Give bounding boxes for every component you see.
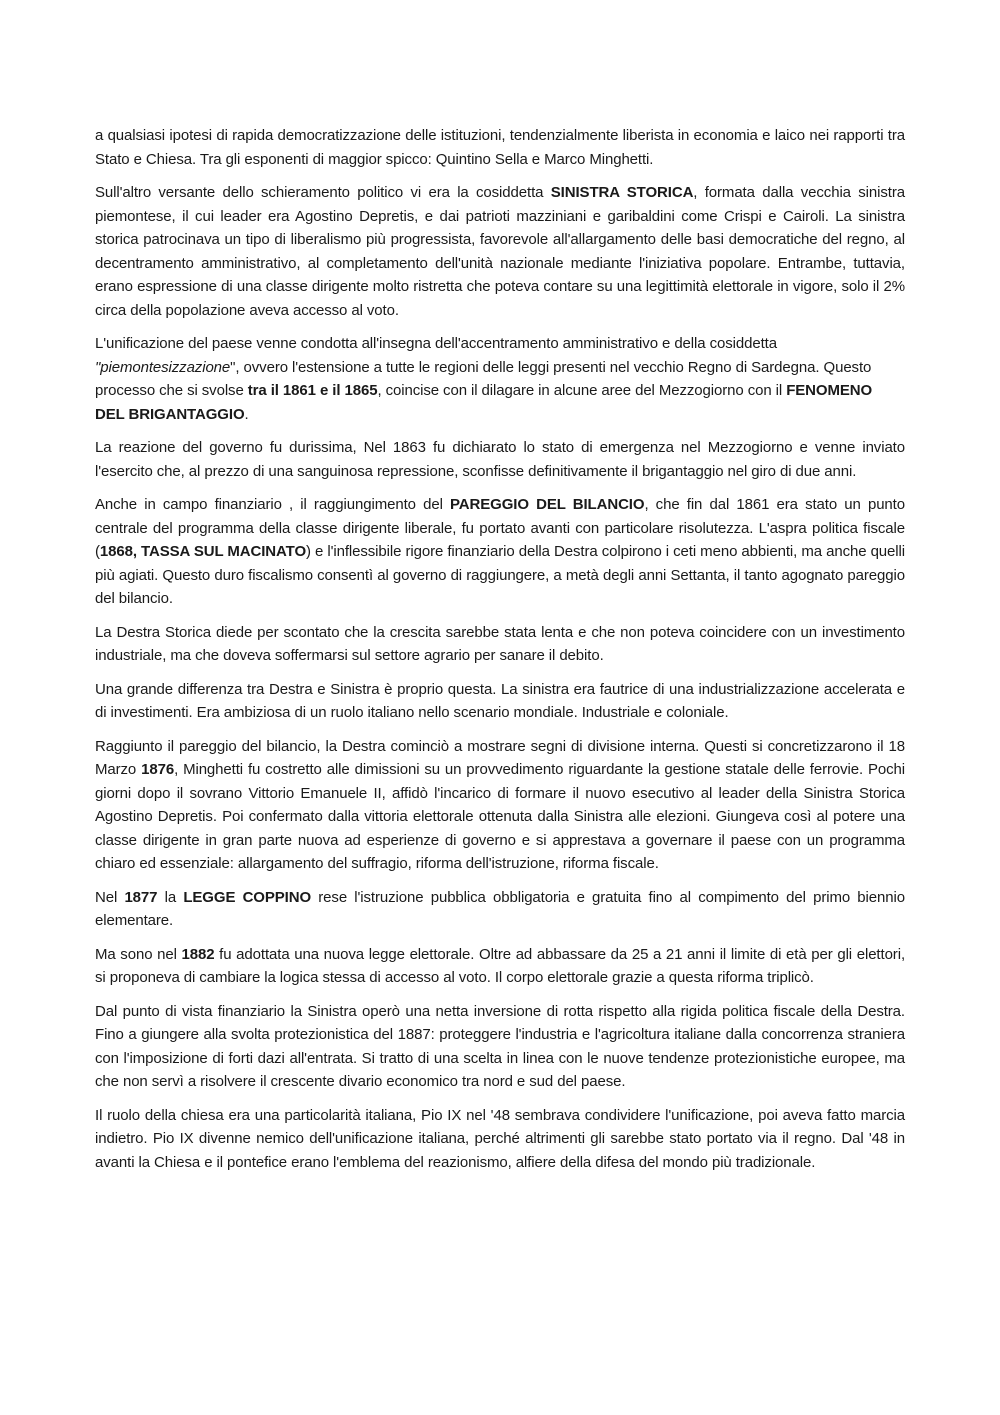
text-run: , coincise con il dilagare in alcune aree del Mezzogiorno con il [377,382,787,399]
paragraph [95,1000,905,1094]
bold-text: FENOMENO DEL BRIGANTAGGIO [95,382,873,423]
text-run: Dal punto di vista finanziario la Sinistra operò una netta inversione di rotta rispetto alla rigida politica fiscale della Destra. Fino a giungere alla svolta protezionistica del 1887: proteggere l'industria e l'agricoltura italiane dalla concorrenza straniera con l'imposizione di forti dazi all'entrata. Si tratto di una scelta in linea con le nuove tendenze protezionistiche europee, ma che non servì a risolvere il crescente divario economico tra nord e sud del paese. [95,1002,905,1090]
paragraph [95,124,905,171]
text-run: Sull'altro versante dello schieramento politico vi era la cosiddetta [95,184,551,201]
text-run: la [157,888,184,906]
text-run: rese l'istruzione pubblica obbligatoria e gratuita fino al compimento del primo biennio elementare. [95,888,905,929]
bold-text: 1882 [181,945,215,963]
paragraph [95,678,905,725]
text-run: Nel [95,888,125,906]
text-run: . [244,405,249,423]
document-page [95,124,905,1184]
text-run: Ma sono nel [95,945,182,963]
paragraph [95,1104,905,1175]
paragraph [95,943,905,990]
bold-text: tra il 1861 e il 1865 [247,382,378,399]
text-run: , Minghetti fu costretto alle dimissioni su un provvedimento riguardante la gestione statale delle ferrovie. Pochi giorni dopo il sovrano Vittorio Emanuele II, affidò l'incarico di formare il nuovo esecutivo al leader della Sinistra Storica Agostino Depretis. Poi confermato dalla vittoria elettorale ottenuta dalla Sinistra alle elezioni. Giungeva così al potere una classe dirigente in gran parte nuova ad esperienze di governo e si apprestava a governare il paese con un programma chiaro ed essenziale: allargamento del suffragio, riforma dell'istruzione, riforma fiscale. [95,761,905,872]
bold-text: PAREGGIO DEL BILANCIO [450,496,645,513]
bold-text: 1877 [124,888,158,906]
bold-text: LEGGE COPPINO [183,888,312,906]
paragraph [95,493,905,611]
text-run: L'unificazione del paese venne condotta all'insegna dell'accentramento amministrativo e della cosiddetta [95,335,777,352]
text-run: ) e l'inflessibile rigore finanziario della Destra colpirono i ceti meno abbienti, ma anche quelli più agiati. Questo duro fiscalismo consentì al governo di raggiungere, a metà degli anni Settanta, il tanto agognato pareggio del bilancio. [95,543,905,607]
text-run: Una grande differenza tra Destra e Sinistra è proprio questa. La sinistra era fautrice di una industrializzazione accelerata e di investimenti. Era ambiziosa di un ruolo italiano nello scenario mondiale. Industriale e coloniale. [95,680,905,721]
paragraph [95,886,905,933]
bold-text: SINISTRA STORICA [550,184,694,201]
paragraph [95,332,905,426]
paragraph [95,621,905,668]
text-run: La Destra Storica diede per scontato che la crescita sarebbe stata lenta e che non poteva coincidere con un investimento industriale, ma che doveva soffermarsi sul settore agrario per sanare il debito. [95,623,905,664]
bold-text: 1868, TASSA SUL MACINATO [99,543,307,560]
paragraph [95,181,905,322]
text-run: , che fin dal 1861 era stato un punto centrale del programma della classe dirigente liberale, fu portato avanti con particolare risolutezza. L'aspra politica fiscale ( [95,496,905,560]
paragraph [95,436,905,483]
paragraph [95,735,905,876]
bold-text: 1876 [141,761,175,778]
italic-text: "piemontesizzazione [95,358,231,376]
text-run: La reazione del governo fu durissima, Nel 1863 fu dichiarato lo stato di emergenza nel Mezzogiorno e venne inviato l'esercito che, al prezzo di una sanguinosa repressione, sconfisse definitivamente il brigantaggio nel giro di due anni. [95,439,905,480]
text-run: a qualsiasi ipotesi di rapida democratizzazione delle istituzioni, tendenzialmente liberista in economia e laico nei rapporti tra Stato e Chiesa. Tra gli esponenti di maggior spicco: Quintino Sella e Marco Minghetti. [95,127,905,168]
text-run: fu adottata una nuova legge elettorale. Oltre ad abbassare da 25 a 21 anni il limite di età per gli elettori, si proponeva di cambiare la logica stessa di accesso al voto. Il corpo elettorale grazie a questa riforma triplicò. [95,945,906,986]
text-run: Il ruolo della chiesa era una particolarità italiana, Pio IX nel '48 sembrava condividere l'unificazione, poi aveva fatto marcia indietro. Pio IX divenne nemico dell'unificazione italiana, perché altrimenti gli sarebbe stato portato via il regno. Dal '48 in avanti la Chiesa e il pontefice erano l'emblema del reazionismo, alfiere della difesa del mondo più tradizionale. [95,1106,905,1171]
text-run: ", ovvero l'estensione a tutte le regioni delle leggi presenti nel vecchio Regno di Sardegna. Questo processo che si svolse [95,358,872,399]
text-run: Raggiunto il pareggio del bilancio, la Destra cominciò a mostrare segni di divisione interna. Questi si concretizzarono il 18 Marzo [95,737,905,778]
text-run: , formata dalla vecchia sinistra piemontese, il cui leader era Agostino Depretis, e dai patrioti mazziniani e garibaldini come Crispi e Cairoli. La sinistra storica patrocinava un tipo di liberalismo più progressista, favorevole all'allargamento delle basi democratiche del regno, al decentramento amministrativo, al completamento dell'unità nazionale mediante l'iniziativa popolare. Entrambe, tuttavia, erano espressione di una classe dirigente molto ristretta che poteva contare su una legittimità elettorale in vigore, solo il 2% circa della popolazione aveva accesso al voto. [95,184,905,319]
text-run: Anche in campo finanziario , il raggiungimento del [95,496,451,513]
